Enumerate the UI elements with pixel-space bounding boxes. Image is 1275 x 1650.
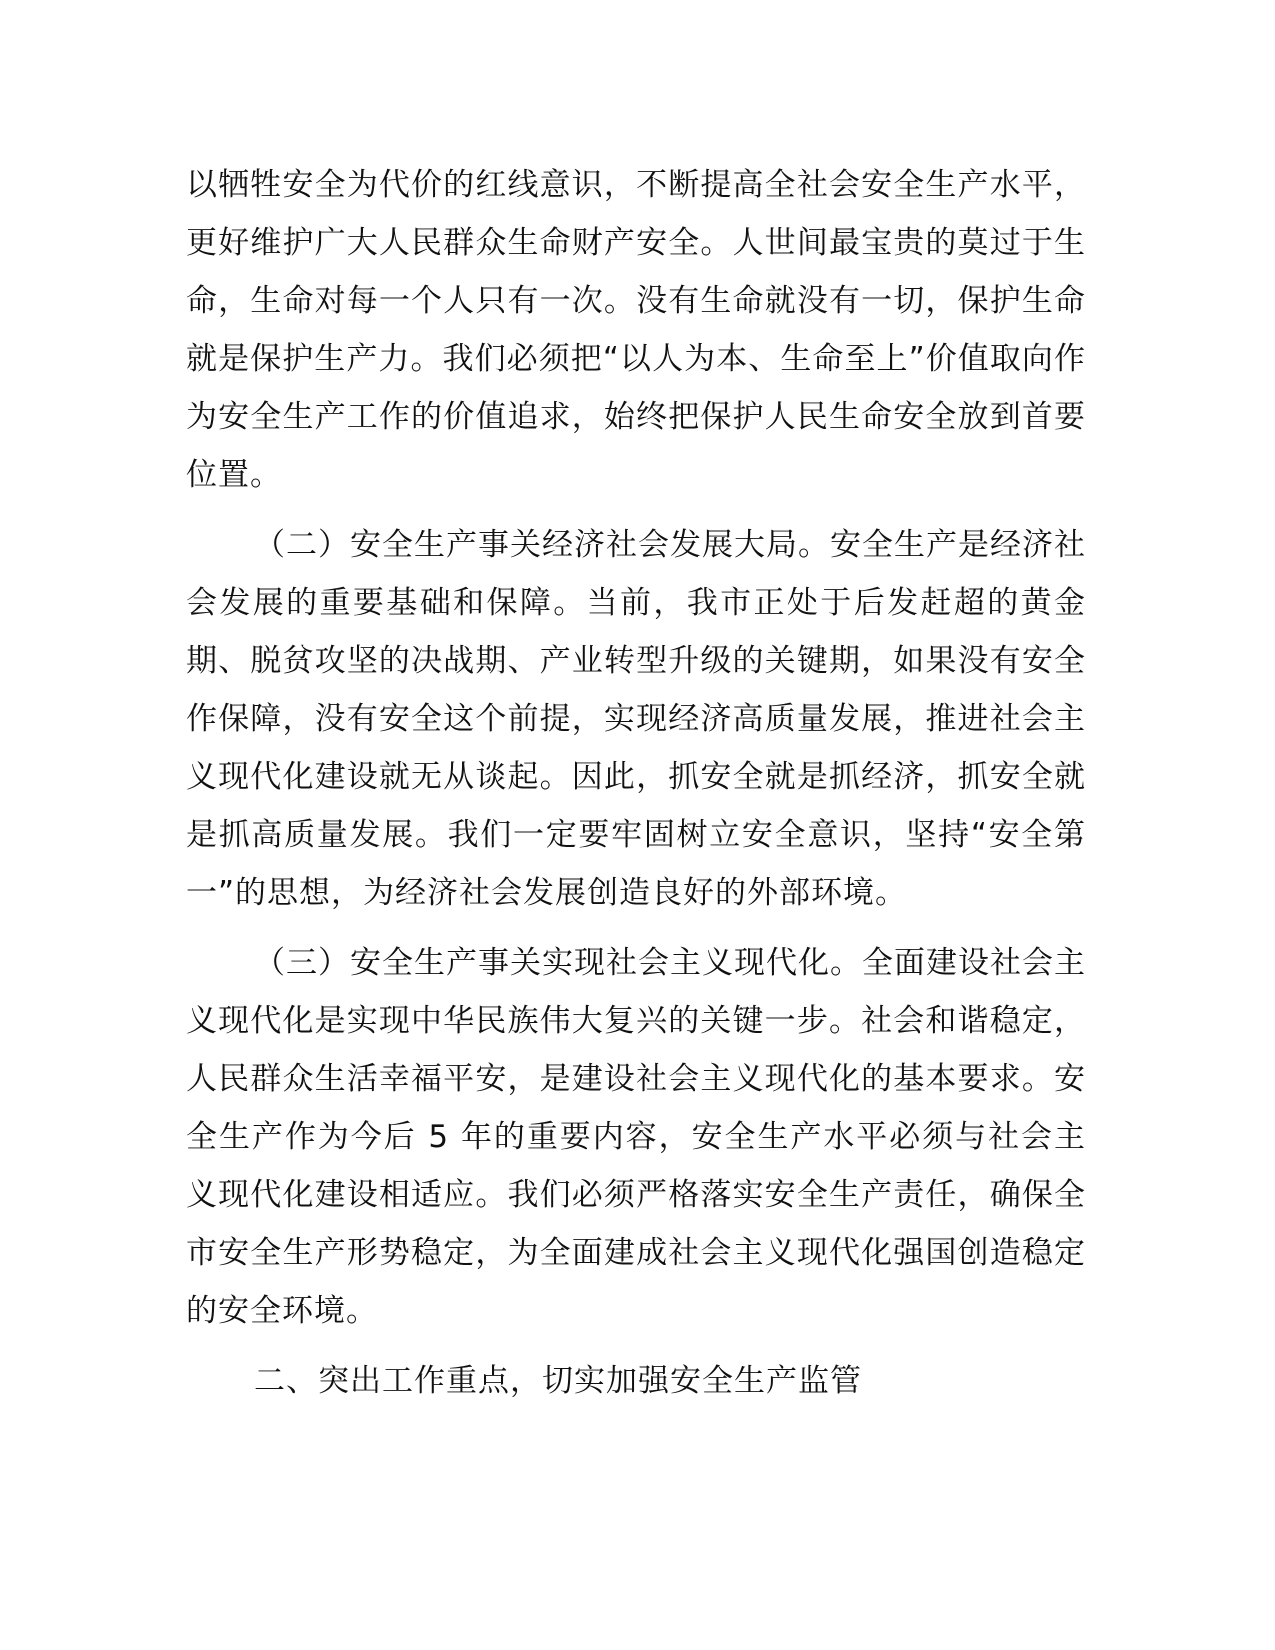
- section-heading: 二、突出工作重点，切实加强安全生产监管: [254, 1363, 862, 1399]
- document-body: [186, 156, 1086, 1410]
- paragraph-socialist-modernization: （三）安全生产事关实现社会主义现代化。全面建设社会主义现代化是实现中华民族伟大复兴的关键一步。社会和谐稳定，人民群众生活幸福平安，是建设社会主义现代化的基本要求。安全生产作为今后 5 年的重要内容，安全生产水平必须与社会主义现代化建设相适应。我们必须严格落实安全生产责任，确保全市安全生产形势稳定，为全面建成社会主义现代化强国创造稳定的安全环境。: [186, 945, 1086, 1329]
- paragraph-economic-development: （二）安全生产事关经济社会发展大局。安全生产是经济社会发展的重要基础和保障。当前，我市正处于后发赶超的黄金期、脱贫攻坚的决战期、产业转型升级的关键期，如果没有安全作保障，没有安全这个前提，实现经济高质量发展，推进社会主义现代化建设就无从谈起。因此，抓安全就是抓经济，抓安全就是抓高质量发展。我们一定要牢固树立安全意识，坚持“安全第一”的思想，为经济社会发展创造良好的外部环境。: [186, 527, 1086, 911]
- paragraph-red-line-awareness: 以牺牲安全为代价的红线意识，不断提高全社会安全生产水平，更好维护广大人民群众生命财产安全。人世间最宝贵的莫过于生命，生命对每一个人只有一次。没有生命就没有一切，保护生命就是保护生产力。我们必须把“以人为本、生命至上”价值取向作为安全生产工作的价值追求，始终把保护人民生命安全放到首要位置。: [186, 167, 1086, 493]
